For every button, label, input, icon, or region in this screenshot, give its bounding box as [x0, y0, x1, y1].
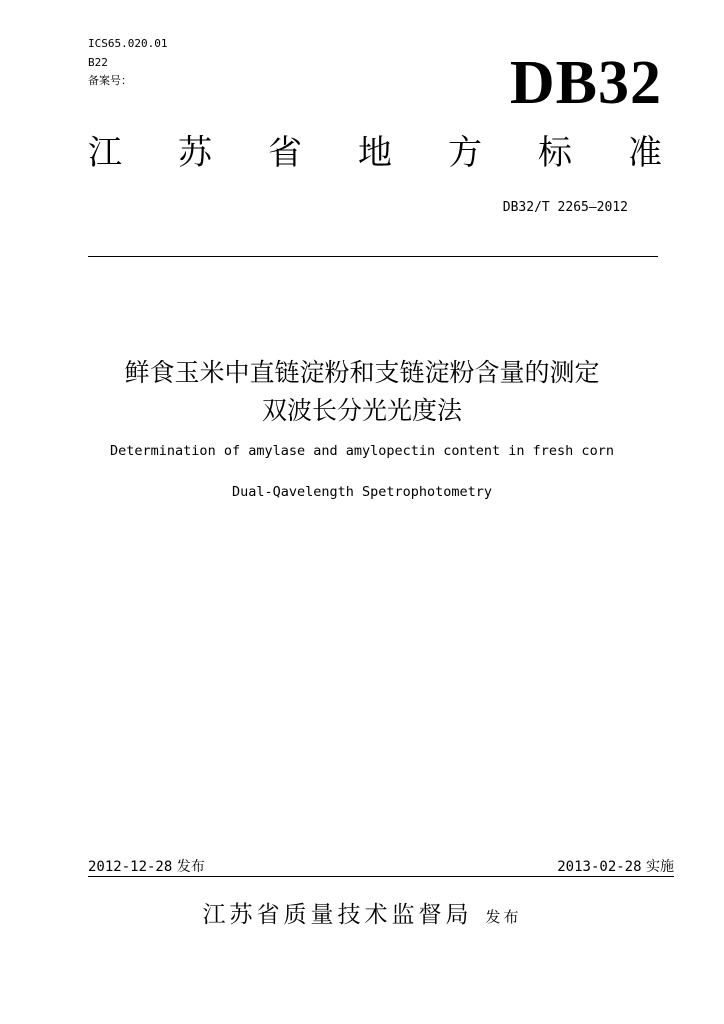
heading-char: 准 — [628, 133, 662, 173]
publish-date — [88, 856, 205, 876]
heading-char: 苏 — [178, 133, 212, 173]
standard-number: DB32/T 2265—2012 — [502, 200, 628, 215]
publish-date-value: 2012-12-28 — [88, 859, 173, 875]
title-en-line2: Dual-Qavelength Spetrophotometry — [231, 484, 493, 500]
footer-divider — [88, 876, 674, 877]
province-standard-heading — [88, 132, 662, 174]
heading-char: 标 — [538, 133, 572, 173]
issuer-name: 江苏省质量技术监督局 — [202, 902, 473, 928]
implement-label: 实施 — [646, 859, 674, 875]
heading-char: 省 — [268, 133, 302, 173]
db32-logo: DB32 — [509, 49, 662, 117]
heading-char: 江 — [88, 133, 122, 173]
publish-label: 发布 — [176, 859, 205, 875]
title-zh-line2: 双波长分光光度法 — [261, 396, 462, 425]
heading-char: 地 — [358, 133, 392, 173]
heading-char: 方 — [448, 133, 482, 173]
ics-code: ICS65.020.01 — [88, 37, 168, 50]
issuer-line — [0, 896, 724, 929]
implement-date — [557, 856, 674, 876]
issuer-suffix: 发布 — [485, 908, 522, 926]
header-divider — [88, 256, 658, 257]
title-zh-line1: 鲜食玉米中直链淀粉和支链淀粉含量的测定 — [124, 358, 600, 387]
record-number-label: 备案号： — [88, 74, 132, 87]
title-en-line1: Determination of amylase and amylopectin content in fresh corn — [110, 443, 614, 459]
implement-date-value: 2013-02-28 — [557, 859, 642, 875]
clc-code: B22 — [88, 56, 108, 69]
